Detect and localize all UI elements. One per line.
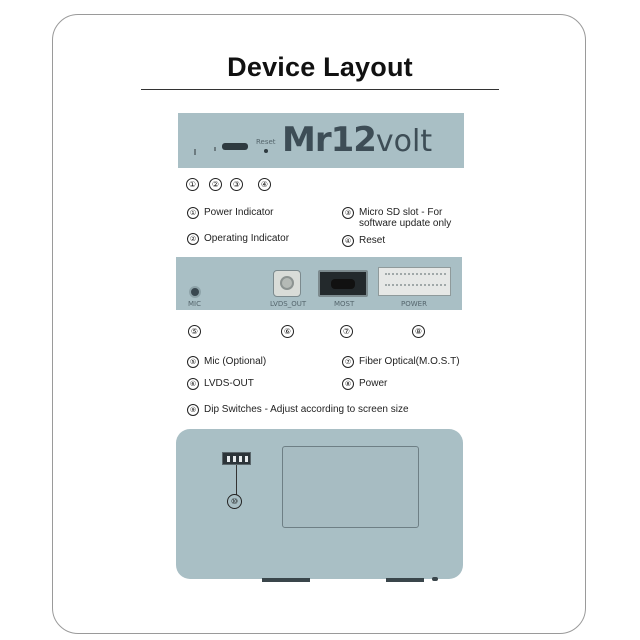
bottom-foot-left — [262, 578, 310, 582]
legend-item-4: ④ Reset — [342, 235, 385, 247]
lvds-out-port — [273, 270, 301, 297]
bottom-foot-nub — [432, 577, 438, 581]
legend-item-1: ① Power Indicator — [187, 207, 273, 219]
dip-leader-line — [236, 465, 237, 495]
legend-item-8: ⑧ Power — [342, 378, 387, 390]
page-title: Device Layout — [227, 52, 413, 82]
marker-2: ② — [209, 178, 222, 191]
legend-item-9: ⑨ Dip Switches - Adjust according to screen size — [187, 404, 409, 416]
bottom-window — [282, 446, 419, 528]
title-divider — [141, 89, 499, 90]
bottom-foot-right — [386, 578, 424, 582]
power-indicator-led — [194, 149, 196, 155]
legend-item-3: ③ Micro SD slot - For software update only — [342, 207, 459, 229]
power-port — [378, 267, 451, 296]
dip-switch-block — [222, 452, 251, 465]
micro-sd-slot — [222, 143, 248, 150]
most-port — [318, 270, 368, 297]
brand-logo: Mr12volt — [282, 120, 433, 160]
legend-item-7: ⑦ Fiber Optical(M.O.S.T) — [342, 356, 460, 368]
marker-6: ⑥ — [281, 325, 294, 338]
legend-item-2: ② Operating Indicator — [187, 233, 289, 245]
marker-5: ⑤ — [188, 325, 201, 338]
mic-port — [189, 286, 201, 298]
legend-item-6: ⑥ LVDS-OUT — [187, 378, 254, 390]
mic-port-label: MIC — [188, 300, 201, 308]
legend-item-5: ⑤ Mic (Optional) — [187, 356, 266, 368]
reset-label: Reset — [256, 138, 276, 146]
operating-indicator-led — [214, 147, 216, 151]
marker-3: ③ — [230, 178, 243, 191]
most-port-label: MOST — [334, 300, 355, 308]
marker-8: ⑧ — [412, 325, 425, 338]
lvds-port-label: LVDS_OUT — [270, 300, 307, 308]
marker-1: ① — [186, 178, 199, 191]
marker-4: ④ — [258, 178, 271, 191]
marker-10: ⑩ — [227, 494, 242, 509]
power-port-label: POWER — [401, 300, 427, 308]
marker-7: ⑦ — [340, 325, 353, 338]
reset-button — [264, 149, 268, 153]
